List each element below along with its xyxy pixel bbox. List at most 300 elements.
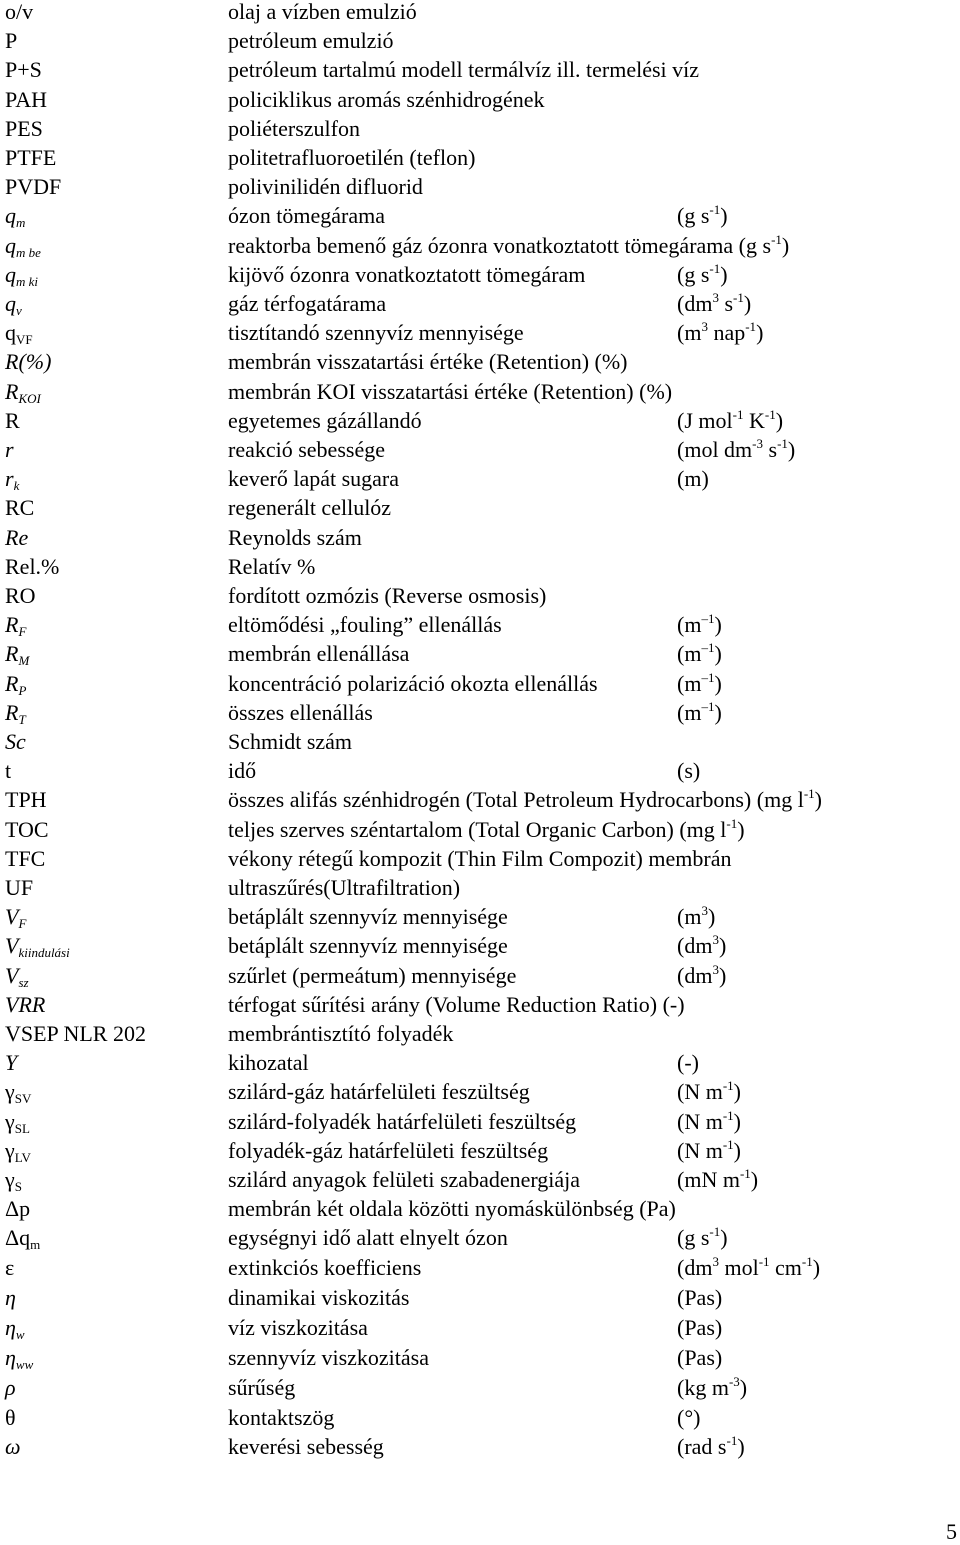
symbol-subscript: SL — [14, 1120, 30, 1136]
description: vékony rétegű kompozit (Thin Film Compozit) membrán — [228, 845, 732, 871]
description: policiklikus aromás szénhidrogének — [228, 86, 545, 112]
unit-end: ) — [714, 670, 722, 696]
symbol-row — [0, 698, 960, 727]
symbol-cell — [5, 1343, 33, 1372]
description: idő — [228, 758, 257, 784]
description-cell — [228, 1343, 429, 1372]
unit-cell — [677, 260, 728, 289]
symbol: TPH — [5, 787, 47, 813]
symbol-row — [0, 231, 960, 260]
symbol: RO — [5, 583, 36, 608]
description: szilárd anyagok felületi szabadenergiája — [228, 1167, 581, 1192]
symbol: R(%) — [5, 349, 52, 375]
symbol-row — [0, 1194, 960, 1223]
symbol-row — [0, 406, 960, 435]
unit-superscript: -1 — [709, 260, 721, 276]
symbol-row — [0, 552, 960, 581]
symbol-row — [0, 493, 960, 522]
unit-superscript: –1 — [701, 698, 715, 714]
description-cell — [228, 1165, 580, 1194]
symbol: γ — [5, 1108, 15, 1134]
description-cell — [228, 435, 385, 464]
description: sűrűség — [228, 1375, 296, 1401]
symbol: q — [5, 203, 16, 229]
unit-superscript: –1 — [701, 640, 715, 656]
symbol-cell — [5, 172, 61, 201]
symbol-subscript: LV — [14, 1149, 31, 1165]
symbol-cell — [5, 639, 29, 668]
description: szilárd-gáz határfelületi feszültség — [228, 1079, 530, 1105]
symbol: t — [5, 758, 12, 784]
symbol: Rel.% — [5, 553, 60, 579]
symbol-cell — [5, 873, 33, 902]
unit: (J mol — [677, 407, 733, 433]
unit-cell — [677, 669, 722, 698]
unit-cell — [677, 931, 726, 960]
description-cell — [228, 201, 385, 230]
description: reaktorba bemenő gáz ózonra vonatkoztatott tömegárama (g s — [228, 232, 772, 258]
unit-cell — [677, 1283, 722, 1312]
symbol-cell — [5, 785, 47, 814]
unit-superscript: 3 — [712, 932, 719, 948]
unit-cell — [677, 289, 751, 318]
unit-end: ) — [718, 962, 727, 988]
description: poliéterszulfon — [228, 115, 360, 141]
symbol: q — [5, 291, 16, 316]
symbol-cell — [5, 1077, 31, 1106]
unit: (m — [677, 670, 702, 696]
description-cell — [228, 1403, 334, 1432]
description: szilárd-folyadék határfelületi feszültség — [228, 1108, 577, 1134]
symbol-subscript: SV — [14, 1091, 32, 1107]
description-cell — [228, 1373, 295, 1402]
symbol-cell — [5, 727, 26, 756]
unit: (°) — [677, 1404, 701, 1430]
symbol-cell — [5, 523, 28, 552]
symbol-row — [0, 610, 960, 639]
symbol-row — [0, 1313, 960, 1342]
symbol-subscript: P — [18, 682, 27, 698]
description-cell — [228, 1223, 508, 1252]
description-cell — [228, 1432, 384, 1461]
description: teljes szerves széntartalom (Total Organic Carbon) (mg l — [228, 816, 727, 842]
unit: (N m — [677, 1079, 723, 1105]
unit-cell — [677, 1077, 741, 1106]
symbol-cell — [5, 85, 47, 114]
unit-superscript: 3 — [712, 961, 719, 977]
symbol-row — [0, 114, 960, 143]
symbol: q — [5, 232, 16, 258]
symbol: η — [5, 1315, 16, 1340]
unit: (g s — [677, 1225, 710, 1251]
unit-end: ) — [720, 203, 728, 229]
symbol: VRR — [5, 991, 46, 1017]
symbol-subscript: w — [15, 1327, 25, 1342]
symbol-row — [0, 1077, 960, 1106]
description-cell — [228, 114, 360, 143]
unit-superscript: -1 — [722, 1078, 734, 1094]
description: membrántisztító folyadék — [228, 1021, 454, 1046]
unit-superscript: -1 — [726, 1432, 738, 1448]
symbol-cell — [5, 318, 33, 347]
description-cell — [228, 1283, 409, 1312]
description: regenerált cellulóz — [228, 495, 392, 521]
description: dinamikai viskozitás — [228, 1284, 410, 1310]
description-cell — [228, 1077, 530, 1106]
unit-end: ) — [707, 904, 716, 930]
description: membrán két oldala közötti nyomáskülönbség (Pa) — [228, 1196, 676, 1222]
description: folyadék-gáz határfelületi feszültség — [228, 1137, 549, 1163]
unit-end: ) — [718, 933, 727, 959]
symbol: o/v — [5, 0, 34, 24]
description-cell — [228, 406, 422, 435]
symbol-row — [0, 727, 960, 756]
symbol: ρ — [5, 1375, 16, 1401]
unit-cell — [677, 1343, 722, 1372]
description-cell — [228, 523, 362, 552]
description-cell — [228, 172, 423, 201]
description-cell — [228, 902, 508, 931]
description-cell — [228, 1019, 453, 1048]
symbol-row — [0, 756, 960, 785]
symbol: q — [5, 261, 16, 287]
unit-end: ) — [787, 437, 796, 462]
symbol: γ — [5, 1079, 15, 1105]
unit-end: ) — [775, 407, 784, 433]
description: betáplált szennyvíz mennyisége — [228, 904, 508, 930]
symbol-row — [0, 1136, 960, 1165]
description: extinkciós koefficiens — [228, 1254, 422, 1280]
unit-superscript: -1 — [777, 436, 788, 451]
symbol-cell — [5, 1313, 25, 1342]
symbol-row — [0, 1373, 960, 1402]
description-cell — [228, 143, 475, 172]
symbol-cell — [5, 756, 11, 785]
description-cell — [228, 873, 460, 902]
symbol-subscript: F — [18, 916, 27, 932]
description-cell — [228, 639, 409, 668]
description: polivinilidén difluorid — [228, 174, 423, 200]
symbol-cell — [5, 114, 43, 143]
unit: (rad s — [677, 1433, 727, 1459]
description: kontaktszög — [228, 1404, 335, 1430]
description-cell — [228, 231, 789, 260]
symbol: Y — [5, 1050, 18, 1076]
description: reakció sebessége — [228, 437, 385, 462]
unit-cell — [677, 1313, 722, 1342]
description-cell — [228, 26, 394, 55]
symbol: V — [5, 904, 19, 930]
description-cell — [228, 1194, 676, 1223]
description: gáz térfogatárama — [228, 291, 387, 316]
unit-superscript: 3 — [712, 290, 719, 305]
description: petróleum emulzió — [228, 28, 394, 54]
description-cell — [228, 493, 391, 522]
symbol: TFC — [5, 845, 46, 871]
symbol-row — [0, 85, 960, 114]
unit-superscript: -1 — [801, 1253, 813, 1269]
unit: (dm — [677, 1254, 713, 1280]
symbol: TOC — [5, 816, 49, 842]
symbol-row — [0, 1283, 960, 1312]
symbol-cell — [5, 961, 29, 990]
description: petróleum tartalmú modell termálvíz ill. termelési víz — [228, 57, 700, 83]
symbol-cell — [5, 435, 14, 464]
description-cell — [228, 961, 516, 990]
description-end: ) — [814, 787, 822, 813]
unit-superscript: -1 — [709, 202, 721, 218]
unit: (g s — [677, 203, 710, 229]
symbol-cell — [5, 1048, 17, 1077]
unit-end: ) — [733, 1108, 741, 1134]
symbol-subscript: T — [18, 711, 26, 727]
unit-cell — [677, 610, 722, 639]
symbol-subscript: m — [16, 215, 26, 231]
symbol-cell — [5, 1194, 30, 1223]
description-cell — [228, 289, 386, 318]
symbol: ε — [5, 1254, 15, 1280]
symbol-cell — [5, 815, 49, 844]
unit-superscript: -1 — [722, 1136, 734, 1152]
description: összes alifás szénhidrogén (Total Petroleum Hydrocarbons) (mg l — [228, 787, 804, 813]
unit-end: ) — [750, 1167, 759, 1192]
description: politetrafluoroetilén (teflon) — [228, 145, 476, 170]
symbol-row — [0, 1343, 960, 1372]
symbol-row — [0, 1107, 960, 1136]
symbol-row — [0, 55, 960, 84]
unit: (s) — [677, 758, 701, 784]
symbol: PTFE — [5, 145, 57, 170]
symbol: R — [5, 699, 19, 725]
symbol-cell — [5, 231, 41, 260]
description: eltömődési „fouling” ellenállás — [228, 612, 502, 638]
symbol-cell — [5, 669, 26, 698]
unit-cell — [677, 464, 709, 493]
symbol-subscript: F — [18, 624, 27, 640]
unit: (dm — [677, 962, 713, 988]
unit: (mol dm — [677, 437, 753, 462]
symbol-cell — [5, 1107, 30, 1136]
symbol-cell — [5, 844, 45, 873]
description-cell — [228, 1136, 548, 1165]
symbol-cell — [5, 1136, 31, 1165]
symbol: η — [5, 1284, 16, 1310]
description-cell — [228, 347, 628, 376]
symbol-cell — [5, 1253, 14, 1282]
unit-end: ) — [756, 320, 764, 346]
description-cell — [228, 55, 699, 84]
unit-part: K — [743, 407, 765, 433]
symbol: PES — [5, 115, 43, 141]
description-end: ) — [737, 816, 745, 842]
unit-end: ) — [733, 1137, 741, 1163]
symbol-cell — [5, 201, 25, 230]
symbol: PAH — [5, 86, 47, 112]
unit-superscript: 3 — [712, 1253, 719, 1269]
symbol: P+S — [5, 57, 42, 83]
unit-cell — [677, 1107, 741, 1136]
symbol-cell — [5, 1283, 16, 1312]
unit: (Pas) — [677, 1315, 723, 1340]
symbol-row — [0, 1223, 960, 1252]
symbol-row — [0, 143, 960, 172]
unit: (mN m — [677, 1167, 740, 1192]
description: betáplált szennyvíz mennyisége — [228, 933, 508, 959]
unit-end: ) — [743, 291, 752, 316]
description-cell — [228, 610, 502, 639]
unit-part: s — [718, 291, 734, 316]
description-cell — [228, 1253, 421, 1282]
unit-superscript: -1 — [709, 1224, 721, 1240]
unit-part: mol — [718, 1254, 759, 1280]
symbol-row — [0, 931, 960, 960]
unit: (m) — [677, 466, 709, 492]
symbol-row — [0, 902, 960, 931]
symbol: V — [5, 933, 19, 959]
unit: (N m — [677, 1108, 723, 1134]
symbol: Δq — [5, 1225, 31, 1251]
symbol-cell — [5, 464, 19, 493]
symbol-row — [0, 815, 960, 844]
unit-cell — [677, 1048, 699, 1077]
description: ultraszűrés(Ultrafiltration) — [228, 875, 461, 900]
description: keverő lapát sugara — [228, 466, 400, 492]
description: ózon tömegárama — [228, 203, 385, 229]
symbol-cell — [5, 698, 26, 727]
symbol-row — [0, 201, 960, 230]
symbol: θ — [5, 1404, 16, 1430]
unit-superscript: 3 — [701, 319, 708, 335]
unit-cell — [677, 756, 700, 785]
symbol: RC — [5, 495, 35, 521]
description: olaj a vízben emulzió — [228, 0, 417, 24]
symbol-subscript: VF — [16, 332, 33, 348]
unit-cell — [677, 1136, 741, 1165]
symbol-subscript: m be — [16, 244, 41, 260]
unit-superscript: -1 — [745, 319, 757, 335]
symbol-subscript: kiindulási — [18, 945, 70, 961]
symbol-cell — [5, 1223, 40, 1252]
unit-superscript: -1 — [758, 1253, 770, 1269]
unit-end: ) — [714, 641, 722, 667]
description: tisztítandó szennyvíz mennyisége — [228, 320, 524, 346]
symbol-cell — [5, 493, 34, 522]
description: egységnyi idő alatt elnyelt ózon — [228, 1225, 508, 1251]
symbol: η — [5, 1345, 16, 1371]
description: térfogat sűrítési arány (Volume Reduction Ratio) (-) — [228, 991, 685, 1017]
unit: (kg m — [677, 1375, 729, 1401]
description: víz viszkozitása — [228, 1315, 368, 1340]
unit: (m — [677, 641, 702, 667]
unit-end: ) — [739, 1375, 748, 1401]
description-cell — [228, 931, 508, 960]
symbol-subscript: S — [14, 1179, 22, 1194]
description: kijövő ózonra vonatkoztatott tömegáram — [228, 261, 586, 287]
symbol-cell — [5, 581, 36, 610]
unit-end: ) — [733, 1079, 741, 1105]
unit-cell — [677, 1253, 820, 1282]
unit: (dm — [677, 933, 713, 959]
unit-part: nap — [707, 320, 746, 346]
symbol-cell — [5, 0, 33, 26]
description-cell — [228, 756, 256, 785]
symbol-row — [0, 0, 960, 26]
symbol-cell — [5, 990, 45, 1019]
description-cell — [228, 260, 585, 289]
description-cell — [228, 85, 544, 114]
description-superscript: -1 — [803, 786, 815, 802]
unit-end: ) — [720, 261, 728, 287]
description: fordított ozmózis (Reverse osmosis) — [228, 583, 547, 608]
symbol: P — [5, 28, 18, 54]
symbol: Re — [5, 524, 29, 550]
symbol-row — [0, 1403, 960, 1432]
description-cell — [228, 785, 822, 814]
description: membrán KOI visszatartási értéke (Retention) (%) — [228, 378, 673, 404]
unit: (Pas) — [677, 1345, 723, 1371]
symbol: UF — [5, 875, 34, 900]
unit-cell — [677, 1432, 745, 1461]
symbol-row — [0, 26, 960, 55]
unit-cell — [677, 698, 722, 727]
symbol: r — [5, 437, 14, 462]
symbol-subscript: KOI — [18, 390, 41, 406]
symbol-row — [0, 377, 960, 406]
description: egyetemes gázállandó — [228, 407, 422, 433]
unit: (-) — [677, 1050, 699, 1076]
symbol-subscript: M — [18, 653, 30, 669]
symbol-row — [0, 464, 960, 493]
description: Relatív % — [228, 553, 316, 579]
unit-cell — [677, 435, 795, 464]
symbol: γ — [5, 1137, 15, 1163]
symbol-subscript: m ki — [16, 273, 39, 289]
description: Reynolds szám — [228, 524, 362, 550]
page-number: 5 — [946, 1519, 957, 1544]
description-end: ) — [781, 232, 790, 258]
symbol: r — [5, 466, 14, 492]
symbol-cell — [5, 610, 26, 639]
symbol-row — [0, 1048, 960, 1077]
description-cell — [228, 844, 731, 873]
symbol-row — [0, 990, 960, 1019]
symbol-row — [0, 639, 960, 668]
symbol-subscript: ww — [15, 1357, 34, 1373]
unit-cell — [677, 1373, 747, 1402]
description: keverési sebesség — [228, 1433, 384, 1459]
description-cell — [228, 698, 373, 727]
symbol: R — [5, 670, 19, 696]
symbol-cell — [5, 902, 26, 931]
description-cell — [228, 0, 417, 26]
symbol-cell — [5, 1019, 146, 1048]
unit: (dm — [677, 291, 713, 316]
symbol-cell — [5, 1403, 16, 1432]
unit-end: ) — [720, 1225, 728, 1251]
symbol-row — [0, 347, 960, 376]
description-cell — [228, 318, 524, 347]
unit-superscript: -3 — [728, 1374, 740, 1390]
symbol: PVDF — [5, 174, 62, 200]
unit-superscript: –1 — [701, 611, 715, 627]
unit-part: cm — [769, 1254, 802, 1280]
unit: (Pas) — [677, 1284, 723, 1310]
symbol: Sc — [5, 729, 26, 754]
description: kihozatal — [228, 1050, 309, 1076]
description-cell — [228, 1048, 309, 1077]
symbol-cell — [5, 552, 59, 581]
symbol-row — [0, 435, 960, 464]
